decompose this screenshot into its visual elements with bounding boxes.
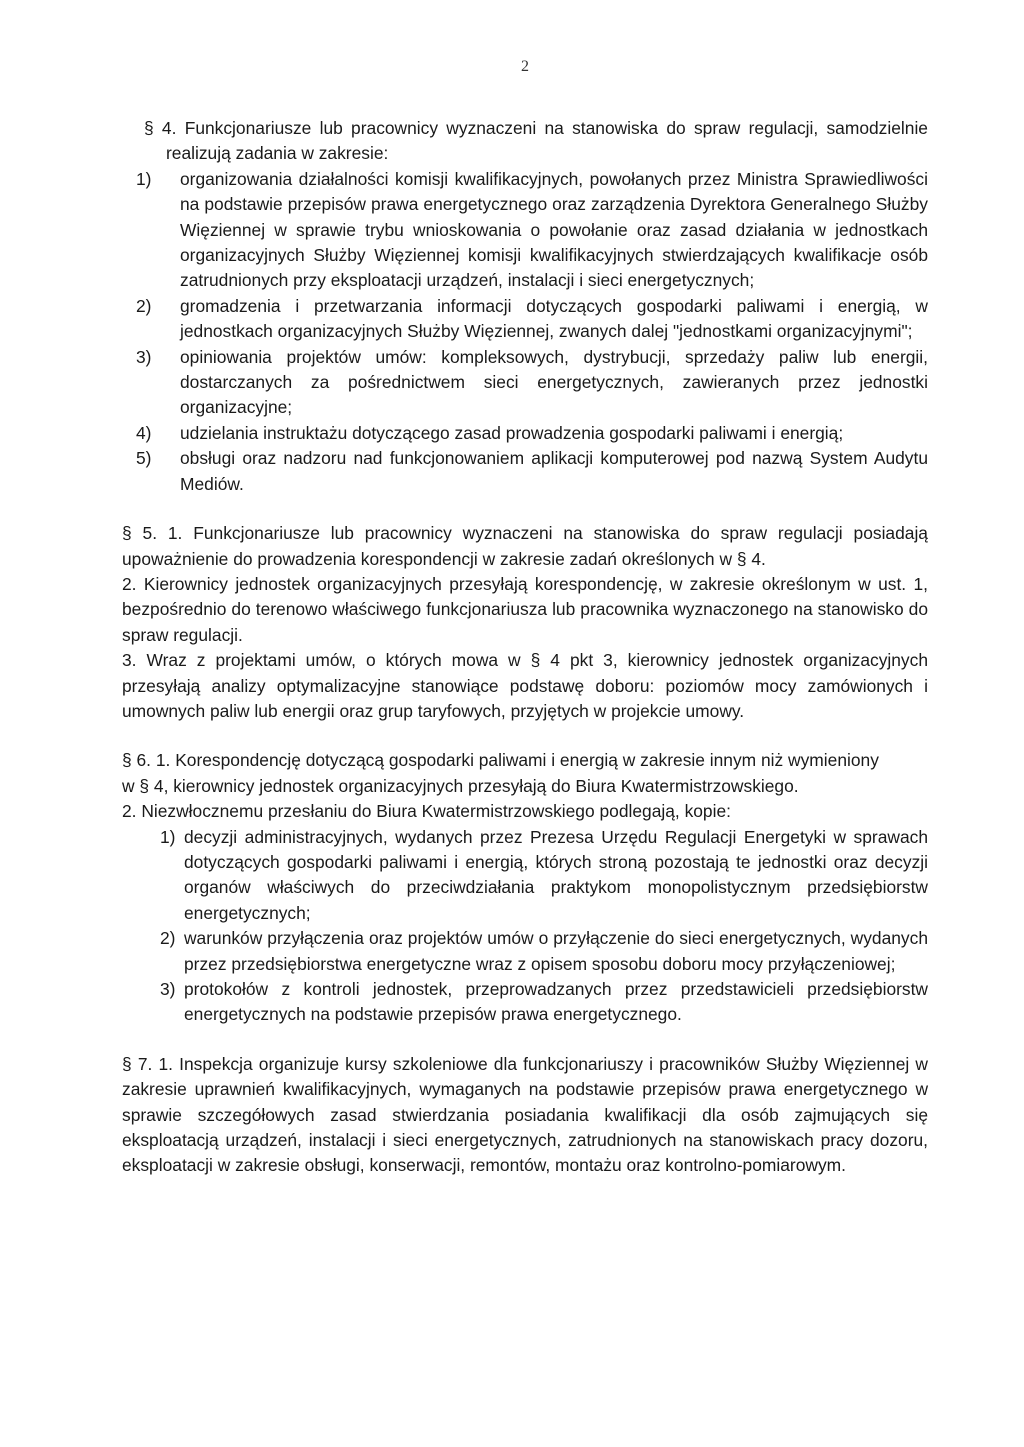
- section-6-mark: § 6.: [122, 750, 152, 771]
- list-item: [122, 345, 928, 421]
- section-6-paragraph-1: [122, 748, 928, 773]
- section-4: [122, 116, 928, 497]
- list-item-number: 3): [136, 346, 152, 367]
- list-item: [122, 421, 928, 446]
- section-6-list: [122, 825, 928, 1028]
- section-5-paragraph-1-text: 1. Funkcjonariusze lub pracownicy wyznaczeni na stanowiska do spraw regulacji posiadają upoważnienie do prowadzenia korespondencji w zakresie zadań określonych w § 4.: [122, 523, 928, 569]
- section-6: [122, 748, 928, 1027]
- section-7: [122, 1052, 928, 1179]
- section-6-paragraph-1-continued: w § 4, kierownicy jednostek organizacyjnych przesyłają do Biura Kwatermistrzowskiego.: [122, 775, 799, 796]
- section-7-paragraph-1-text: 1. Inspekcja organizuje kursy szkoleniowe dla funkcjonariuszy i pracowników Służby Więziennej w zakresie uprawnień kwalifikacyjnych, wymaganych na podstawie przepisów prawa energetycznego w sprawie szczegółowych zasad stwierdzania posiadania kwalifikacji dla osób zajmujących się eksploatacją urządzeń, instalacji i sieci energetycznych, zatrudnionych na stanowiskach pracy dozoru, eksploatacji w zakresie obsługi, konserwacji, remontów, montażu oraz kontrolno-pomiarowym.: [122, 1053, 928, 1176]
- section-5-paragraph-2: 2. Kierownicy jednostek organizacyjnych przesyłają korespondencję, w zakresie określonym w ust. 1, bezpośrednio do terenowo właściwego funkcjonariusza lub pracownika wyznaczonego na stanowisko do spraw regulacji.: [122, 573, 928, 645]
- section-4-intro-text: Funkcjonariusze lub pracownicy wyznaczeni na stanowiska do spraw regulacji, samodzielnie realizują zadania w zakresie:: [166, 118, 928, 164]
- list-item-number: 5): [136, 448, 152, 469]
- list-item: [122, 926, 928, 977]
- section-6-paragraph-2: 2. Niezwłocznemu przesłaniu do Biura Kwatermistrzowskiego podlegają, kopie:: [122, 801, 731, 822]
- list-item-text: gromadzenia i przetwarzania informacji dotyczących gospodarki paliwami i energią, w jednostkach organizacyjnych Służby Więziennej, zwanych dalej "jednostkami organizacyjnymi";: [180, 295, 928, 342]
- list-item-text: decyzji administracyjnych, wydanych przez Prezesa Urzędu Regulacji Energetyki w sprawach dotyczących gospodarki paliwami i energią, których stroną pozostają te jednostki oraz decyzji organów właściwych do przeciwdziałania praktykom monopolistycznym przedsiębiorstw energetycznych;: [184, 826, 928, 923]
- section-4-mark: § 4.: [144, 118, 177, 138]
- list-item-number: 3): [160, 979, 176, 999]
- list-item: [122, 446, 928, 497]
- section-5-mark: § 5.: [122, 523, 158, 544]
- list-item-number: 1): [136, 168, 152, 189]
- document-body: [122, 116, 928, 1179]
- list-item: [122, 977, 928, 1028]
- list-item-number: 1): [160, 826, 176, 847]
- section-6-paragraph-1-text: 1. Korespondencję dotyczącą gospodarki paliwami i energią w zakresie innym niż wymieniony: [155, 750, 879, 771]
- list-item-text: udzielania instruktażu dotyczącego zasad prowadzenia gospodarki paliwami i energią;: [180, 422, 844, 443]
- section-7-paragraph-1: [122, 1052, 928, 1179]
- section-4-intro: [122, 116, 928, 167]
- list-item-text: organizowania działalności komisji kwalifikacyjnych, powołanych przez Ministra Sprawiedliwości na podstawie przepisów prawa energetycznego oraz zarządzenia Dyrektora Generalnego Służby Więziennej w sprawie trybu wnioskowania o powołanie oraz zasad działania w jednostkach organizacyjnych Służby Więziennej komisji kwalifikacyjnych stwierdzających kwalifikacje osób zatrudnionych przy eksploatacji urządzeń, instalacji i sieci energetycznych;: [180, 168, 928, 291]
- list-item-number: 2): [136, 295, 152, 316]
- section-7-mark: § 7.: [122, 1053, 153, 1074]
- section-5: [122, 521, 928, 724]
- list-item: [122, 167, 928, 294]
- list-item-text: obsługi oraz nadzoru nad funkcjonowaniem aplikacji komputerowej pod nazwą System Audytu Mediów.: [180, 448, 928, 494]
- section-4-list: [122, 167, 928, 497]
- list-item-text: opiniowania projektów umów: kompleksowych, dystrybucji, sprzedaży paliw lub energii, dostarczanych za pośrednictwem sieci energetycznych, zawieranych przez jednostki organizacyjne;: [180, 346, 928, 418]
- list-item-number: 4): [136, 422, 152, 443]
- list-item: [122, 825, 928, 927]
- section-5-paragraph-3: 3. Wraz z projektami umów, o których mowa w § 4 pkt 3, kierownicy jednostek organizacyjnych przesyłają analizy optymalizacyjne stanowiące podstawę doboru: poziomów mocy zamówionych i umownych paliw lub energii oraz grup taryfowych, przyjętych w projekcie umowy.: [122, 650, 928, 721]
- list-item-number: 2): [160, 928, 176, 949]
- list-item: [122, 294, 928, 345]
- section-5-paragraph-1: [122, 521, 928, 572]
- page-number: 2: [521, 58, 529, 75]
- list-item-text: warunków przyłączenia oraz projektów umów o przyłączenie do sieci energetycznych, wydanych przez przedsiębiorstwa energetyczne wraz z opisem sposobu doboru mocy przyłączeniowej;: [184, 928, 928, 974]
- list-item-text: protokołów z kontroli jednostek, przeprowadzanych przez przedstawicieli przedsiębiorstw energetycznych na podstawie przepisów prawa energetycznego.: [184, 979, 928, 1025]
